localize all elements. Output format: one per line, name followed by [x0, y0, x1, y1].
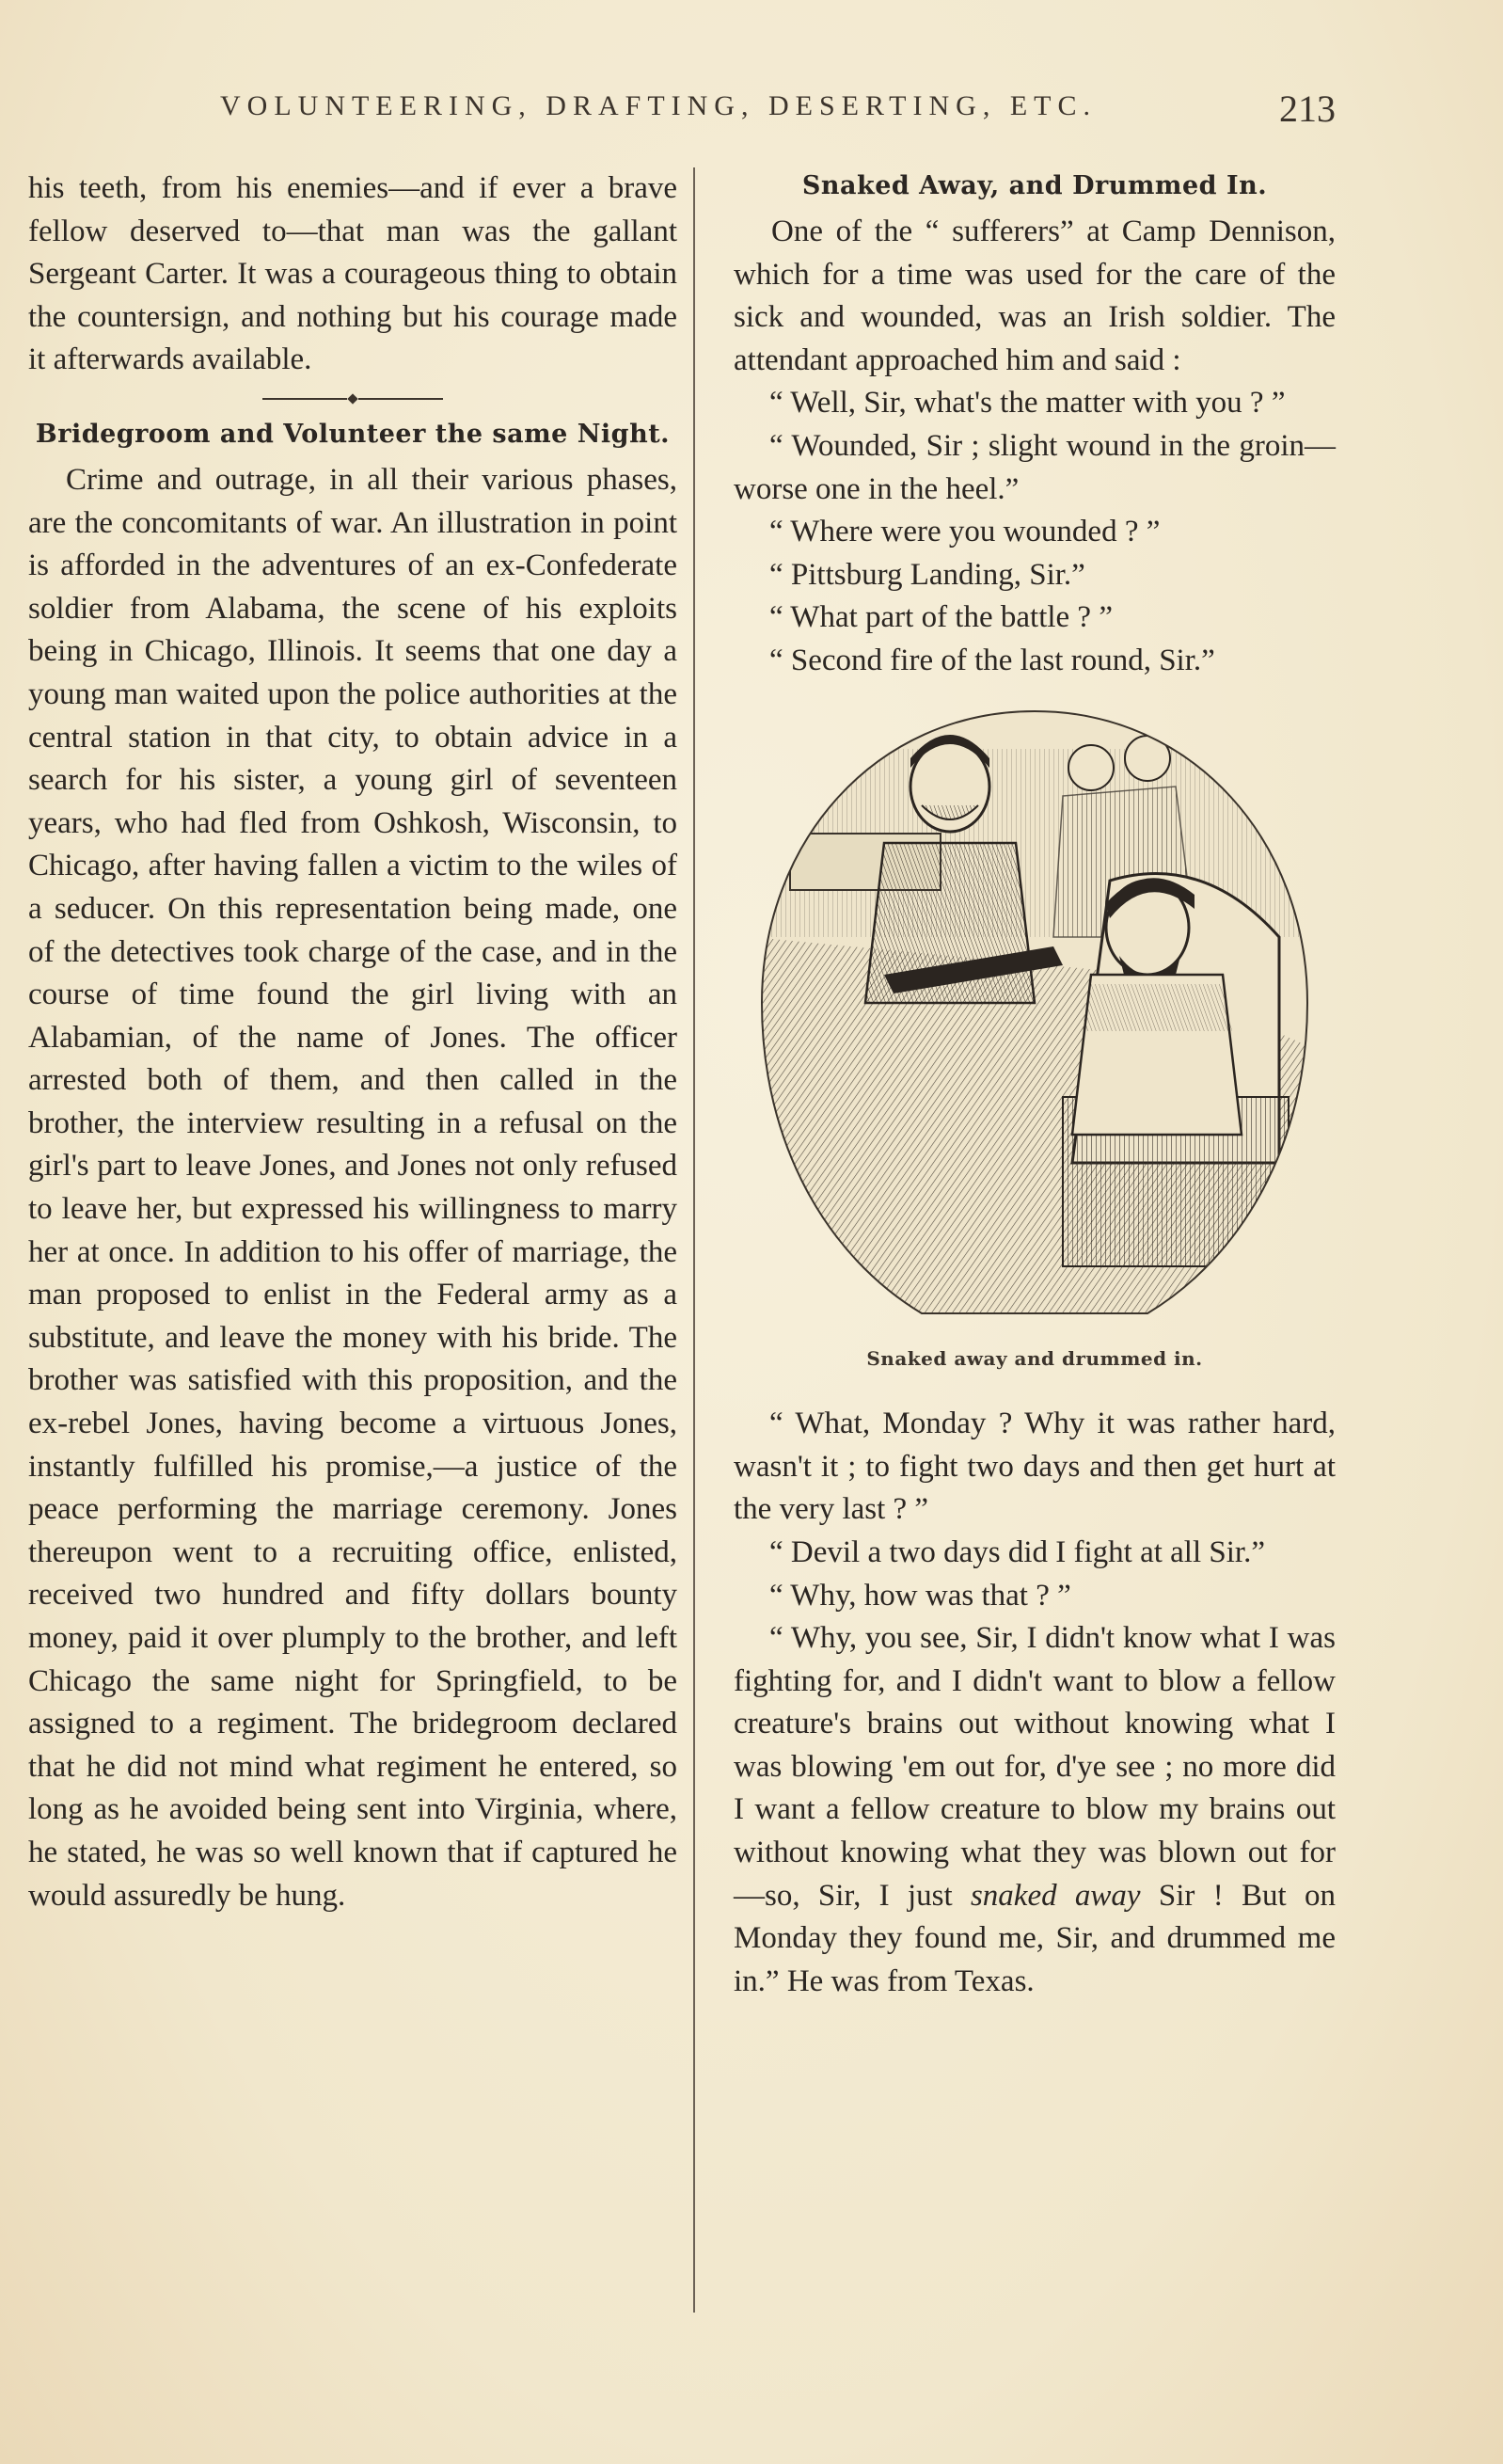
- section-heading-snaked-away: Snaked Away, and Drummed In.: [801, 171, 1268, 200]
- dialog-line: “ Why, how was that ? ”: [769, 1578, 1071, 1613]
- dialog-line: “ What, Monday ? Why it was rather hard, wasn't it ; to fight two days and then get hurt at the very last ? ”: [734, 1407, 1336, 1527]
- section-divider: [28, 386, 677, 412]
- dialog-line: “ What part of the battle ? ”: [769, 600, 1113, 635]
- paragraph: One of the “ sufferers” at Camp Dennison, which for a time was used for the care of the sick and wounded, was an Irish soldier. The attendant approached him and said :: [734, 215, 1336, 377]
- engraving-illustration: [752, 692, 1317, 1332]
- dialog-line: “ Devil a two days did I fight at all Sir.”: [769, 1534, 1265, 1569]
- intro-paragraph: his teeth, from his enemies—and if ever a brave fellow deserved to—that man was the gallant Sergeant Carter. It was a courageous thing to obtain the countersign, and nothing but his courage made it afterwards available.: [28, 171, 677, 377]
- dialog-line: “ Second fire of the last round, Sir.”: [769, 643, 1215, 677]
- dialog-line: “ Well, Sir, what's the matter with you ? ”: [769, 386, 1286, 421]
- right-column: [734, 167, 1336, 2003]
- page-number: 213: [1279, 87, 1336, 130]
- section-paragraph: Crime and outrage, in all their various phases, are the concomitants of war. An illustration in point is afforded in the adventures of an ex-Confederate soldier from Alabama, the scene of his exploits being in Chicago, Illinois. It seems that one day a young man waited upon the police authorities at the central station in that city, to obtain advice in a search for his sister, a young girl of seventeen years, who had fled from Oshkosh, Wisconsin, to Chicago, after having fallen a victim to the wiles of a seducer. On this representation being made, one of the detectives took charge of the case, and in the course of time found the girl living with an Alabamian, of the name of Jones. The officer arrested both of them, and then called in the brother, the interview resulting in a refusal on the girl's part to leave Jones, and Jones not only refused to leave her, but expressed his willingness to marry her at once. In addition to his offer of marriage, the man proposed to enlist in the Federal army as a substitute, and leave the money with his bride. The brother was satisfied with this proposition, and the ex-rebel Jones, having become a virtuous Jones, instantly fulfilled his promise,—a justice of the peace performing the marriage ceremony. Jones thereupon went to a recruiting office, enlisted, received two hundred and fifty dollars bounty money, paid it over plumply to the brother, and left Chicago the same night for Springfield, to be assigned to a regiment. The bridegroom declared that he did not mind what regiment he entered, so long as he avoided being sent into Virginia, where, he stated, he was so well known that if captured he would assuredly be hung.: [28, 462, 677, 1913]
- italic-phrase: snaked away: [970, 1878, 1141, 1913]
- page-header: [179, 87, 1336, 137]
- dialog-line: “ Wounded, Sir ; slight wound in the groin—worse one in the heel.”: [734, 428, 1336, 506]
- figure-caption: Snaked away and drummed in.: [866, 1346, 1203, 1370]
- engraving-figure: [734, 692, 1336, 1332]
- left-column: [28, 167, 677, 1917]
- column-rule: [693, 167, 695, 2313]
- final-text-start: “ Why, you see, Sir, I didn't know what I was fighting for, and I didn't want to blow a fellow creature's brains out without knowing what I was blowing 'em out for, d'ye see ; no more did I want a fellow creature to blow my brains out without knowing what they was blown out for—so, Sir, I just: [734, 1621, 1336, 1913]
- dialog-line: “ Pittsburg Landing, Sir.”: [769, 557, 1085, 592]
- final-paragraph: [734, 1617, 1336, 2003]
- section-heading-bridegroom: Bridegroom and Volunteer the same Night.: [35, 419, 671, 449]
- final-text-end: Sir ! But on Monday they found me, Sir, and drummed me in.” He was from Texas.: [734, 1878, 1336, 1998]
- dialog-line: “ Where were you wounded ? ”: [769, 515, 1161, 549]
- running-head: VOLUNTEERING, DRAFTING, DESERTING, ETC.: [220, 90, 1097, 121]
